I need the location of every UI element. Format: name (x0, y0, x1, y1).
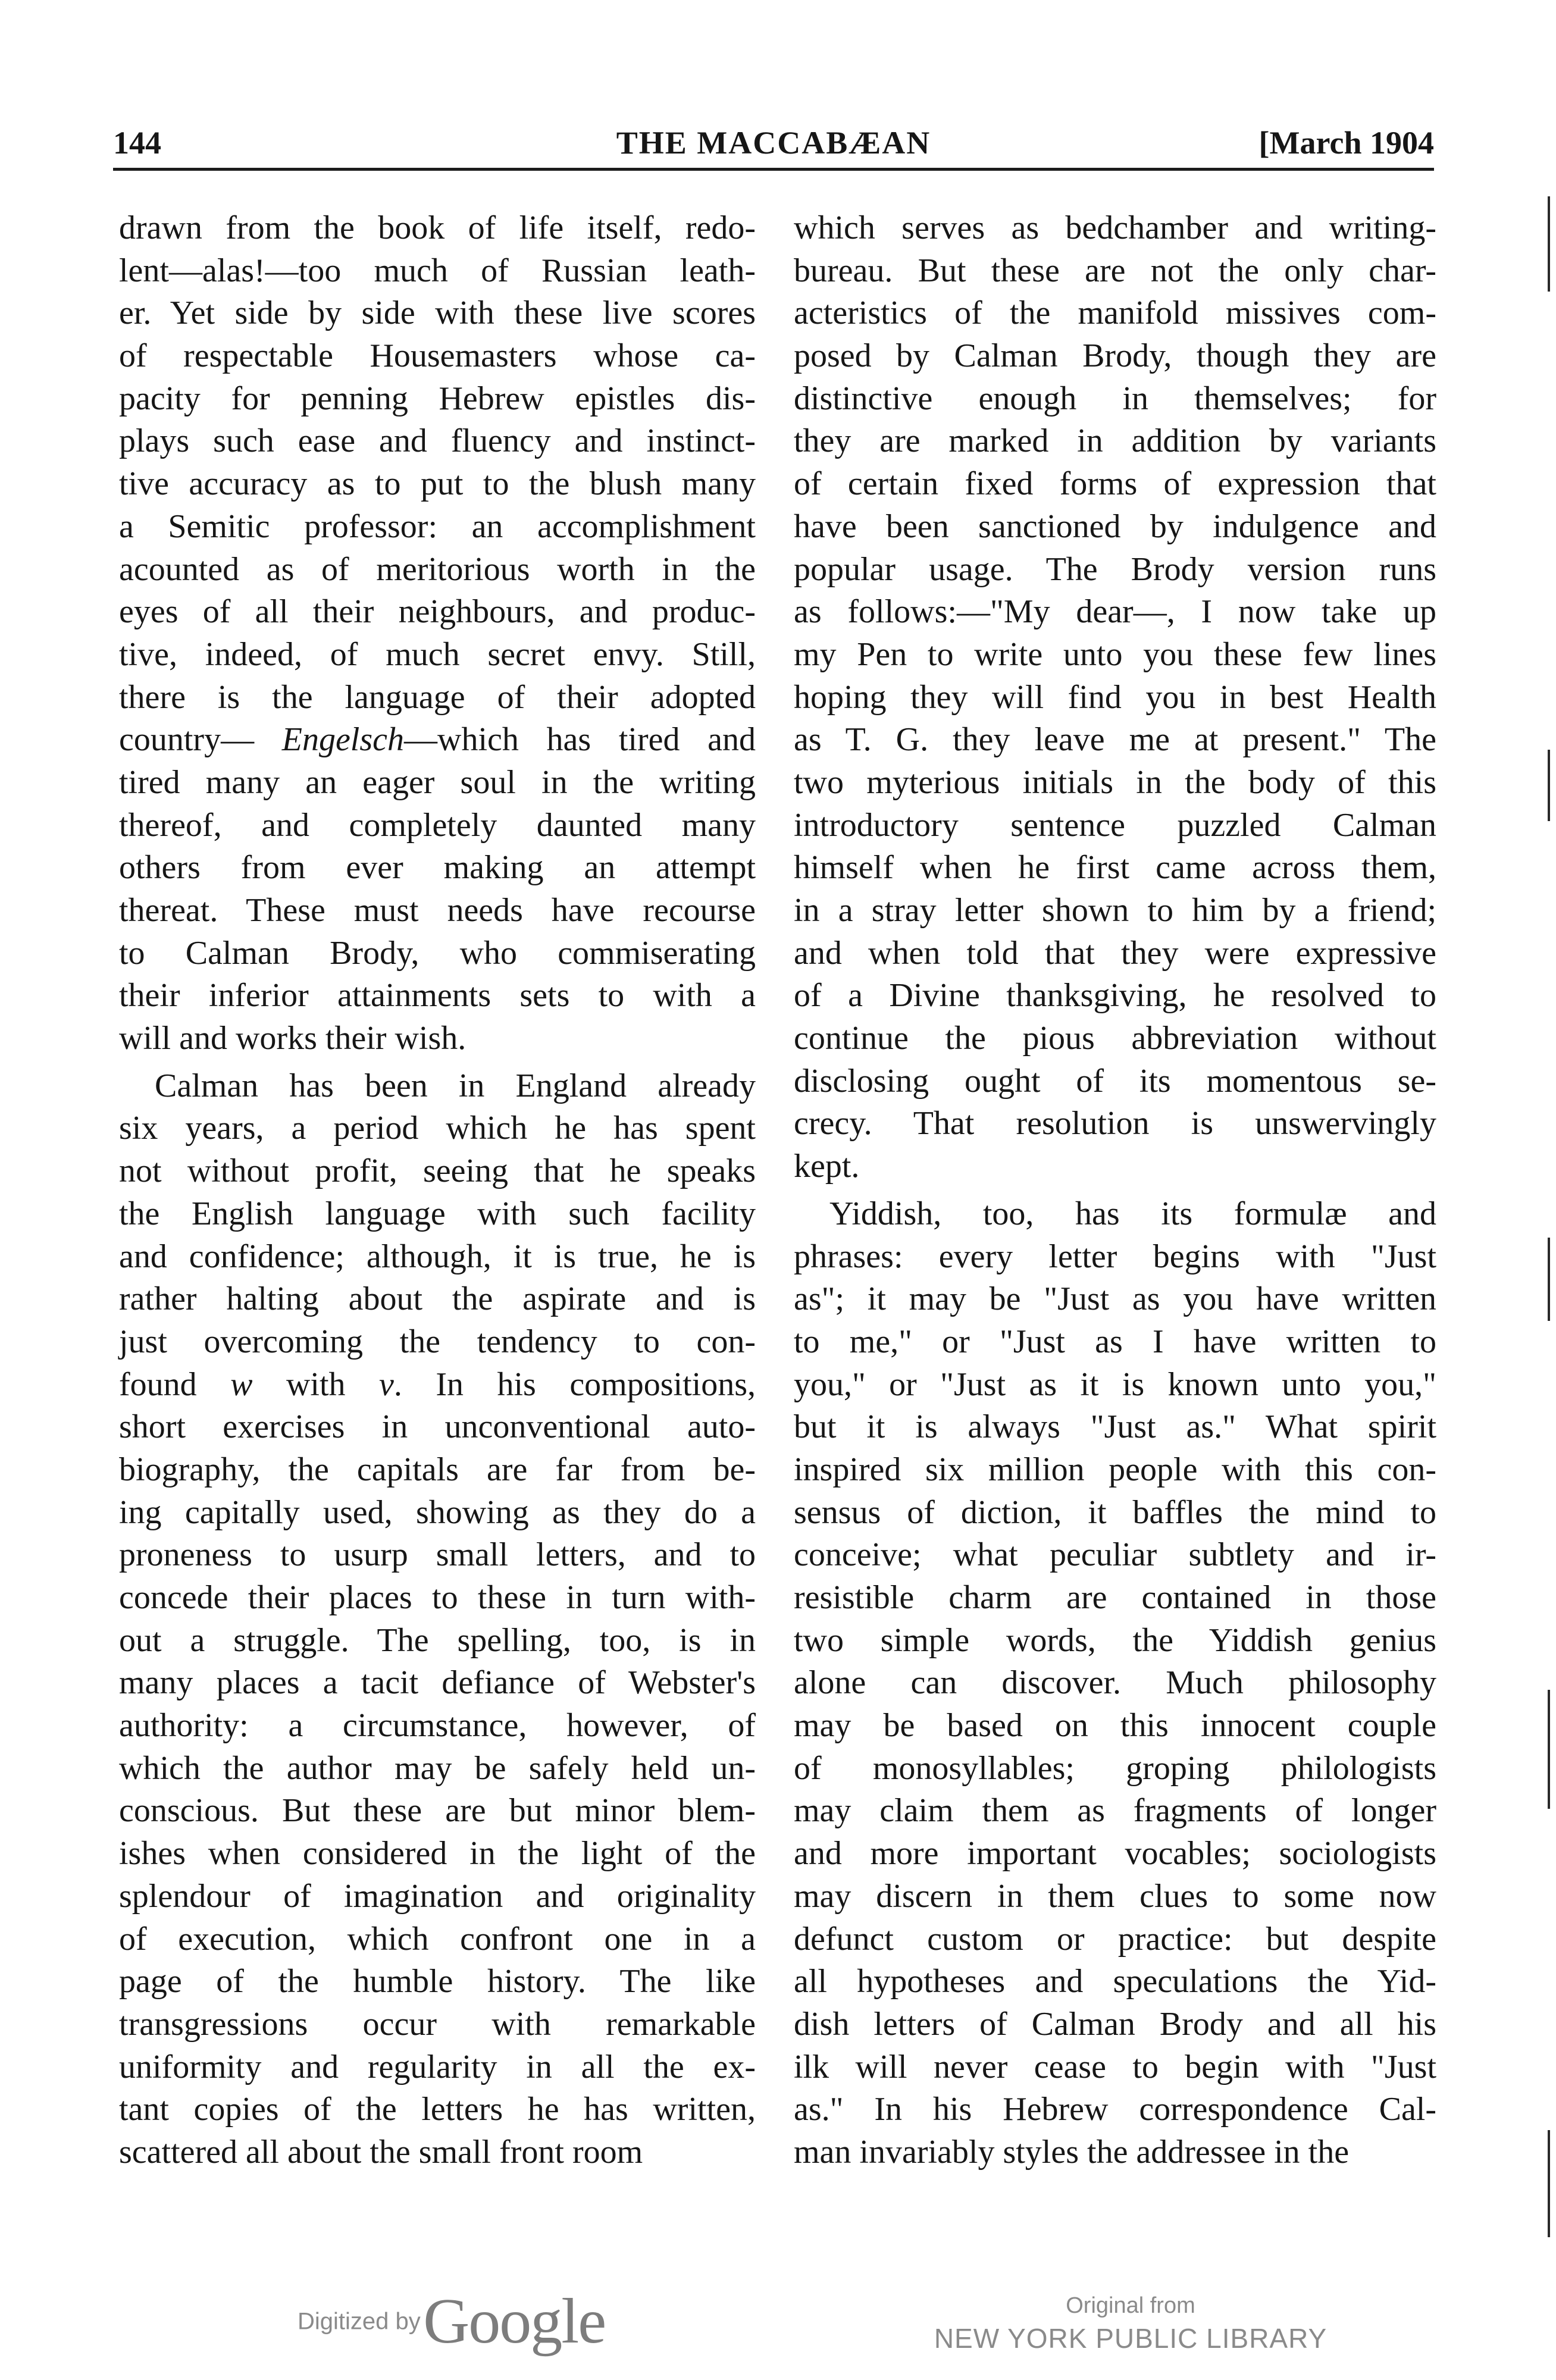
scan-edge-mark (1548, 750, 1550, 821)
text-line: two myterious initials in the body of this (794, 763, 1436, 801)
text-line: page of the humble history. The like (119, 1963, 756, 2000)
text-line: acteristics of the manifold missives com- (794, 295, 1436, 332)
header-rule (113, 168, 1434, 171)
text-line: and more important vocables; sociologists (794, 1835, 1436, 1872)
original-source-credit (893, 2291, 1369, 2356)
text-line: of monosyllables; groping philologists (794, 1749, 1436, 1787)
text-line: distinctive enough in themselves; for (794, 380, 1436, 417)
text-line: as follows:—"My dear—, I now take up (794, 593, 1436, 631)
library-name: NEW YORK PUBLIC LIBRARY (934, 2323, 1328, 2354)
text-line: ilk will never cease to begin with "Just (794, 2048, 1436, 2085)
text-line: biography, the capitals are far from be- (119, 1451, 756, 1488)
text-line: they are marked in addition by variants (794, 422, 1436, 460)
text-line: eyes of all their neighbours, and produc- (119, 593, 756, 631)
text-line: dish letters of Calman Brody and all his (794, 2005, 1436, 2043)
text-line: which the author may be safely held un- (119, 1749, 756, 1787)
text-line: which serves as bedchamber and writing- (794, 209, 1436, 246)
google-logo: Google (423, 2286, 606, 2357)
text-line: my Pen to write unto you these few lines (794, 635, 1436, 673)
text-line: ing capitally used, showing as they do a (119, 1493, 756, 1531)
text-line: rather halting about the aspirate and is (119, 1280, 756, 1318)
text-line: lent—alas!—too much of Russian leath- (119, 252, 756, 289)
text-line: himself when he first came across them, (794, 849, 1436, 887)
digitized-credit (298, 2285, 605, 2356)
text-line: proneness to usurp small letters, and to (119, 1536, 756, 1574)
text-line: will and works their wish. (119, 1020, 467, 1057)
text-line: there is the language of their adopted (119, 678, 756, 716)
text-line: disclosing ought of its momentous se- (794, 1062, 1436, 1100)
text-line: scattered all about the small front room (119, 2133, 643, 2171)
text-line: conscious. But these are but minor blem- (119, 1792, 756, 1830)
digitized-by-label: Digitized by (298, 2308, 421, 2335)
text-line: tant copies of the letters he has written, (119, 2091, 756, 2128)
text-line: of respectable Housemasters whose ca- (119, 337, 756, 375)
left-column (119, 207, 756, 2174)
text-line: resistible charm are contained in those (794, 1579, 1436, 1616)
scan-edge-mark (1548, 1690, 1550, 1809)
text-line: Calman has been in England already (155, 1067, 756, 1104)
text-line: have been sanctioned by indulgence and (794, 508, 1436, 545)
text-line: may discern in them clues to some now (794, 1877, 1436, 1915)
text-line: tive, indeed, of much secret envy. Still, (119, 635, 756, 673)
text-line: two simple words, the Yiddish genius (794, 1621, 1436, 1659)
text-line: may be based on this innocent couple (794, 1707, 1436, 1745)
text-line: transgressions occur with remarkable (119, 2005, 756, 2043)
text-line: bureau. But these are not the only char- (794, 252, 1436, 289)
journal-title: THE MACCABÆAN (616, 125, 931, 161)
text-line: of certain fixed forms of expression that (794, 465, 1436, 503)
text-line: to Calman Brody, who commiserating (119, 934, 756, 972)
text-line: may claim them as fragments of longer (794, 1792, 1436, 1830)
text-line: inspired six million people with this con- (794, 1451, 1436, 1488)
paragraph-gap (119, 1060, 756, 1065)
text-line: of execution, which confront one in a (119, 1920, 756, 1958)
text-line: popular usage. The Brody version runs (794, 550, 1436, 588)
text-line: to me," or "Just as I have written to (794, 1323, 1436, 1360)
text-line: of a Divine thanksgiving, he resolved to (794, 977, 1436, 1014)
text-line: six years, a period which he has spent (119, 1110, 756, 1147)
text-line: Yiddish, too, has its formulæ and (829, 1195, 1436, 1232)
text-line: continue the pious abbreviation without (794, 1020, 1436, 1057)
text-line: crecy. That resolution is unswervingly (794, 1105, 1436, 1142)
text-line: tive accuracy as to put to the blush many (119, 465, 756, 503)
running-header (113, 119, 1434, 167)
text-line: drawn from the book of life itself, redo- (119, 209, 756, 246)
text-line: you," or "Just as it is known unto you," (794, 1366, 1436, 1403)
text-line: out a struggle. The spelling, too, is in (119, 1621, 756, 1659)
text-line: as." In his Hebrew correspondence Cal- (794, 2091, 1436, 2128)
text-line: authority: a circumstance, however, of (119, 1707, 756, 1745)
scan-edge-mark (1548, 1238, 1550, 1321)
text-line: their inferior attainments sets to with a (119, 977, 756, 1014)
text-line: country— Engelsch—which has tired and (119, 721, 756, 759)
text-line: ishes when considered in the light of the (119, 1835, 756, 1872)
scan-edge-mark (1548, 196, 1550, 292)
text-line: splendour of imagination and originality (119, 1877, 756, 1915)
scan-edge-mark (1548, 2130, 1550, 2237)
text-line: er. Yet side by side with these live scores (119, 295, 756, 332)
text-line: the English language with such facility (119, 1195, 756, 1232)
text-line: thereof, and completely daunted many (119, 806, 756, 844)
text-line: concede their places to these in turn with- (119, 1579, 756, 1616)
text-line: hoping they will find you in best Health (794, 678, 1436, 716)
text-line: conceive; what peculiar subtlety and ir- (794, 1536, 1436, 1574)
text-line: all hypotheses and speculations the Yid- (794, 1963, 1436, 2000)
text-line: uniformity and regularity in all the ex- (119, 2048, 756, 2085)
text-line: many places a tacit defiance of Webster's (119, 1664, 756, 1702)
text-line: sensus of diction, it baffles the mind to (794, 1493, 1436, 1531)
text-line: but it is always "Just as." What spirit (794, 1408, 1436, 1446)
text-line: posed by Calman Brody, though they are (794, 337, 1436, 375)
text-line: kept. (794, 1148, 860, 1185)
text-line: a Semitic professor: an accomplishment (119, 508, 756, 545)
text-line: introductory sentence puzzled Calman (794, 806, 1436, 844)
text-line: acounted as of meritorious worth in the (119, 550, 756, 588)
text-line: short exercises in unconventional auto- (119, 1408, 756, 1446)
paragraph-gap (794, 1188, 1436, 1193)
text-line: as"; it may be "Just as you have written (794, 1280, 1436, 1318)
text-line: man invariably styles the addressee in the (794, 2133, 1350, 2171)
text-line: in a stray letter shown to him by a friend; (794, 892, 1436, 929)
text-line: and when told that they were expressive (794, 934, 1436, 972)
text-line: found w with v. In his compositions, (119, 1366, 756, 1403)
text-line: just overcoming the tendency to con- (119, 1323, 756, 1360)
text-line: others from ever making an attempt (119, 849, 756, 887)
text-line: alone can discover. Much philosophy (794, 1664, 1436, 1702)
text-line: plays such ease and fluency and instinct- (119, 422, 756, 460)
text-line: defunct custom or practice: but despite (794, 1920, 1436, 1958)
text-line: as T. G. they leave me at present." The (794, 721, 1436, 759)
right-column (794, 207, 1436, 2174)
page-number: 144 (113, 125, 161, 161)
text-line: not without profit, seeing that he speaks (119, 1153, 756, 1190)
text-line: phrases: every letter begins with "Just (794, 1238, 1436, 1275)
text-line: and confidence; although, it is true, he is (119, 1238, 756, 1275)
text-line: thereat. These must needs have recourse (119, 892, 756, 929)
text-line: tired many an eager soul in the writing (119, 763, 756, 801)
issue-date: [March 1904 (1258, 125, 1434, 161)
original-from-label: Original from (1066, 2293, 1195, 2318)
text-line: pacity for penning Hebrew epistles dis- (119, 380, 756, 417)
